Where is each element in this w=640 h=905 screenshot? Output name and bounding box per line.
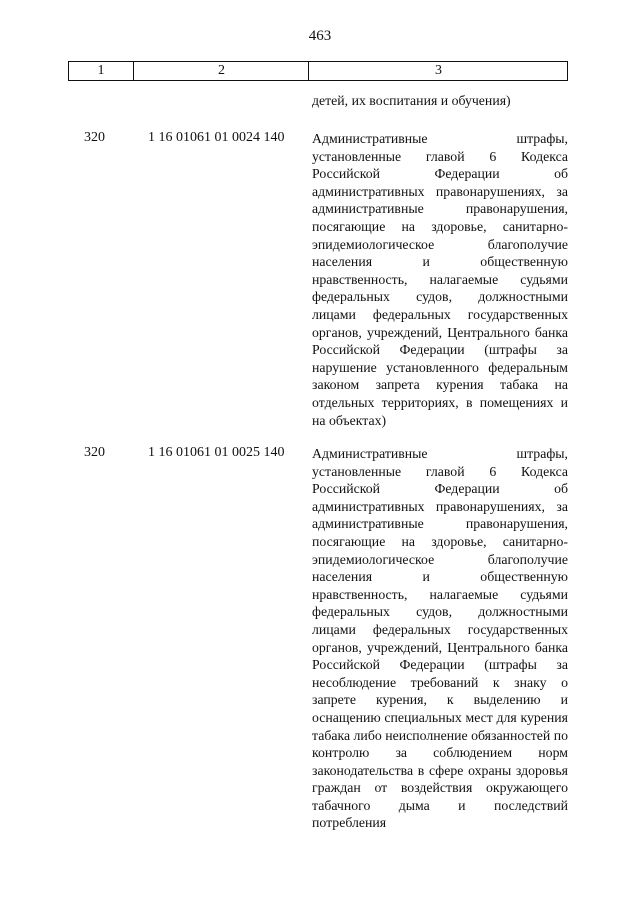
row-number: 320 — [84, 445, 105, 460]
column-header-1: 1 — [97, 63, 105, 78]
page-number: 463 — [308, 28, 332, 44]
column-header-row — [68, 61, 568, 81]
column-header-2: 2 — [133, 62, 309, 80]
budget-code: 1 16 01061 01 0024 140 — [148, 130, 285, 145]
row-number: 320 — [84, 130, 105, 145]
continuation-text: детей, их воспитания и обучения) — [312, 93, 511, 108]
row-description: Административные штрафы, установленные главой 6 Кодекса Российской Федерации об административных правонарушениях, за административные правонарушения, посягающие на здоровье, санитарно-эпидемиологическое благополучие населения и общественную нравственность, налагаемые судьями федеральных судов, должностными лицами федеральных государственных органов, учреждений, Центрального банка Российской Федерации (штрафы за нарушение установленного федеральным законом запрета курения табака на отдельных территориях, в помещениях и на объектах) — [312, 131, 568, 428]
budget-code: 1 16 01061 01 0025 140 — [148, 445, 285, 460]
row-description: Административные штрафы, установленные главой 6 Кодекса Российской Федерации об административных правонарушениях, за административные правонарушения, посягающие на здоровье, санитарно-эпидемиологическое благополучие населения и общественную нравственность, налагаемые судьями федеральных судов, должностными лицами федеральных государственных органов, учреждений, Центрального банка Российской Федерации (штрафы за несоблюдение требований к знаку о запрете курения, к выделению и оснащению специальных мест для курения табака либо неисполнение обязанностей по контролю за соблюдением норм законодательства в сфере охраны здоровья граждан от воздействия окружающего табачного дыма и последствий потребления — [312, 446, 568, 831]
column-header-3: 3 — [308, 62, 568, 80]
